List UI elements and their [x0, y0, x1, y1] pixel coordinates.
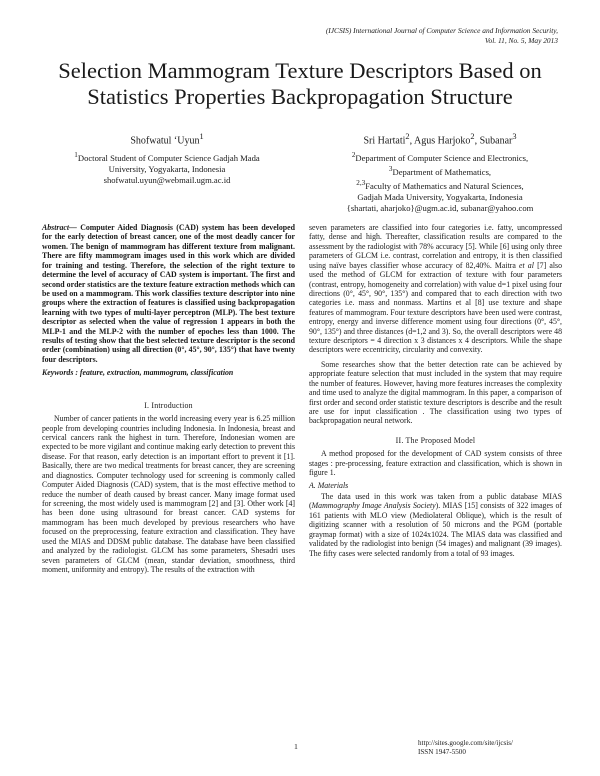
- author-affiliation: $^1$Doctoral Student of Computer Science Gadjah Mada: [74, 151, 260, 164]
- affiliation-line: $^3$Department of Mathematics,: [388, 165, 492, 178]
- author-block-right: [320, 130, 560, 214]
- paper-title: Selection Mammogram Texture Descriptors Based on Statistics Properties Backpropagation Structure: [58, 58, 542, 109]
- footer-info: [418, 739, 513, 757]
- body-paragraph: Some researches show that the better detection rate can be achieved by appropriate feature selection that must included in the system that may require the number of features. However, having more features increases the complexity and time used to analyze the digital mammogram. In this paper, a comparison of first order and second order statistic texture descriptors is describe and the result are use for input classification . The classification using two types of backpropagation neural network.: [309, 359, 562, 426]
- author-names: Sri Hartati$^2$, Agus Harjoko$^2$, Subanar$^3$: [363, 132, 517, 147]
- materials-paragraph: The data used in this work was taken from a public database MIAS (Mammography Image Analysis Society). MIAS [15] consists of 322 images of 161 patients with MLO view (Mediolateral Oblique), which is the result of digitizing scanner with a resolution of 50 microns and the PGM (portable graymap format) with a size of 1024x1024. The MIAS data was classified and validated by the radiologist into benign (54 images) and malignant (39 images). The fifty cases were selected randomly from a total of 93 images.: [309, 491, 562, 558]
- intro-paragraph: Number of cancer patients in the world increasing every year is 6.25 million people from developing countries including Indonesia. In Indonesia, breast and cervical cancers rank the highest in turn. Therefore, Indonesian women are expected to be more vigilant and continue making early detection to prevent this disease. For that reason, early detection is an important effort to prevent it [1]. Basically, there are two medical treatments for breast cancer, they are screening and diagnostics. Computer technology used for screening is commonly called Computer Aided Diagnosis (CAD) system, that is the most effective method to reduce the number of death caused by breast cancer. Many image format used for screening, the most widely used is mammogram [2] and [3]. Other work [4] has been done using ultrasound for breast cancer. CAD systems for mammogram has been much developed by previous researchers who have focused on the preprocessing, feature extraction and classification. They have used the MIAS and DDSM public database. The database have been classified and analyzed by the radiologist. GLCM has some parameters, Shesadri uses seven parameters of GLCM (mean, standar deviation, smoothness, third moment, uniformity and entropy). The results of the extraction with: [42, 414, 295, 574]
- author-name: Shofwatul ‘Uyun$^1$: [130, 132, 204, 147]
- footer-issn: ISSN 1947-5500: [418, 748, 466, 756]
- footer-url: http://sites.google.com/site/ijcsis/: [418, 739, 513, 747]
- author-emails: {shartati, aharjoko}@ugm.ac.id, subanar@yahoo.com: [346, 202, 534, 213]
- subsection-heading-materials: A. Materials: [309, 480, 349, 490]
- abstract: Abstract— Computer Aided Diagnosis (CAD) system has been developed for the early detection of breast cancer, one of the most deadly cancer for women. The benign of mammogram has different texture from malignant. There are fifty mammogram images used in this work which are divided for training and testing. Therefore, the selection of the right texture to determine the level of accuracy of CAD system is important. The first and second order statistics are the texture feature extraction methods which can be used on a mammogram. This work classifies texture descriptor into nine groups where the extraction of features is classified using backpropagation learning with two types of multi-layer perceptron (MLP). The best texture descriptor as selected when the value of regression 1 appears in both the MLP-1 and the MLP-2 with the number of epoches less than 1000. The results of testing show that the best selected texture descriptor is the second order (combination) using all direction (0°, 45°, 90°, 135°) that have twenty four descriptors.: [42, 223, 295, 364]
- method-paragraph: A method proposed for the development of CAD system consists of three stages : pre-processing, feature extraction and classification, which is shown in figure 1.: [309, 449, 562, 478]
- journal-volume: Vol. 11, No. 5, May 2013: [484, 36, 558, 45]
- right-column: [309, 223, 562, 558]
- journal-name: (IJCSIS) International Journal of Computer Science and Information Security,: [325, 26, 558, 35]
- left-column: [42, 223, 295, 574]
- body-paragraph: seven parameters are classified into four categories i.e. fatty, uncompressed fatty, dense and high. Thereafter, classification results are compared to the assessment by the radiologist with 78% accuracy [5]. While [6] using only three parameters of GLCM i.e. contrast, correlation and entropy, it is then classified using naïve bayes classifier whose accuracy of 82,40%. Maitra et al [7] also used the method of GLCM for extraction of texture with four parameters (contrast, entropy, homogeneity and correlation) with value d=1 pixel using four directions (0°, 45°, 90°, 135°) and compared that to each direction with two categories i.e. mass and nonmass. Martins et al [8] use texture and shape features of mammogram. Four texture descriptors have been used were contrast, entropy, energy and inverse difference moment using four directions (0°, 45°, 90°, 135°) and three distances (d=1,2 and 3). So, the overall descriptors were 48 texture descriptors = 4 direction x 3 distances x 4 descriptors. While the shape descriptors were eccentricity, circularity and convexity.: [309, 223, 563, 355]
- page-number: 1: [294, 742, 298, 751]
- affiliation-line: $^{2,3}$Faculty of Mathematics and Natural Sciences,: [356, 179, 524, 191]
- keywords: Keywords : feature, extraction, mammogram, classification: [42, 368, 234, 378]
- author-affiliation-2: University, Yogyakarta, Indonesia: [108, 164, 226, 175]
- affiliation-line: Gadjah Mada University, Yogyakarta, Indonesia: [357, 191, 523, 202]
- author-email: shofwatul.uyun@webmail.ugm.ac.id: [103, 175, 231, 186]
- section-heading-proposed-model: II. The Proposed Model: [395, 435, 476, 445]
- author-block-left: [48, 130, 286, 186]
- affiliation-line: $^2$Department of Computer Science and Electronics,: [351, 151, 529, 164]
- section-heading-introduction: I. Introduction: [144, 400, 193, 410]
- abstract-angles: (0°, 45°, 90°, 135°): [174, 345, 237, 355]
- journal-header: [198, 26, 558, 46]
